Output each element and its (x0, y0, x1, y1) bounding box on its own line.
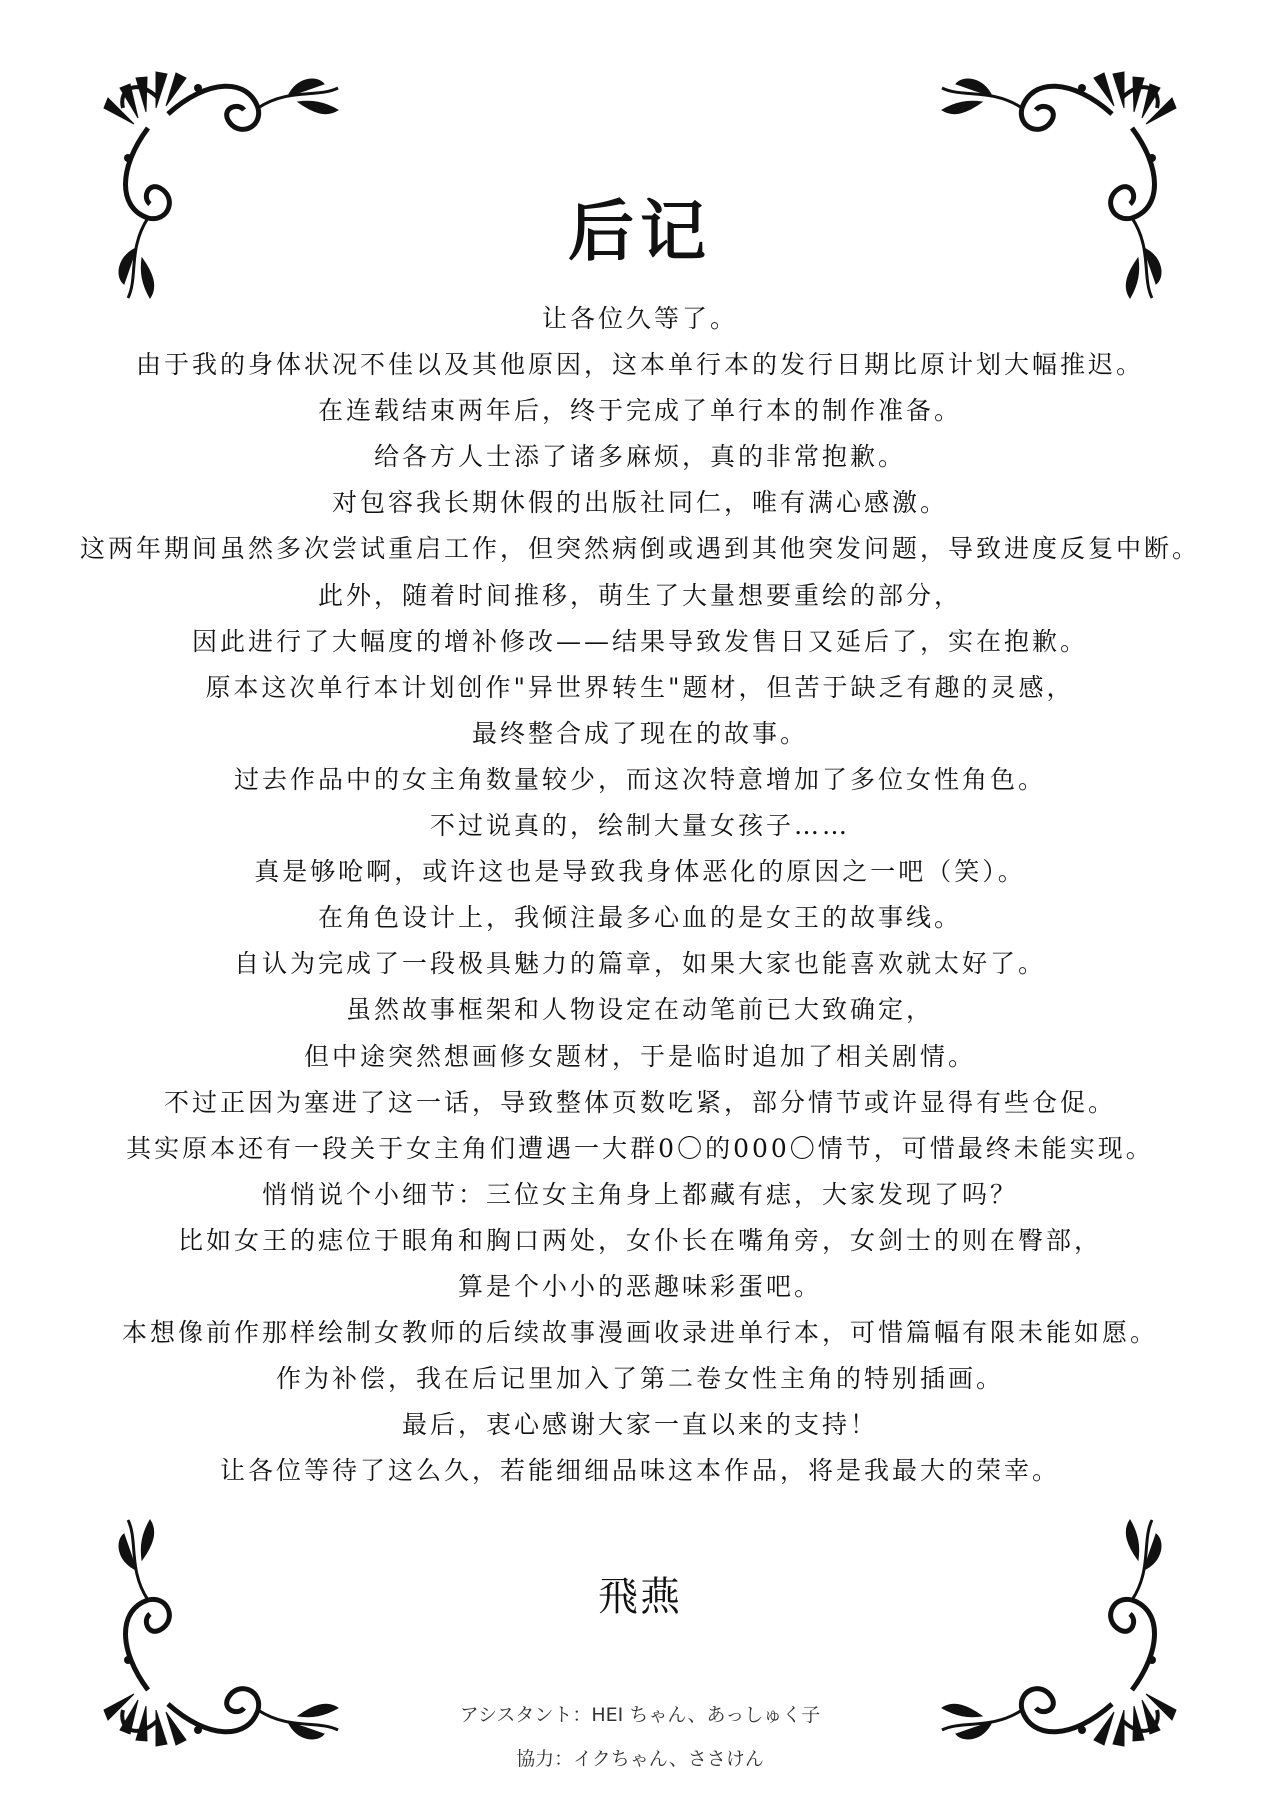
text-line: 这两年期间虽然多次尝试重启工作，但突然病倒或遇到其他突发问题，导致进度反复中断。 (79, 534, 1200, 564)
text-line: 让各位等待了这么久，若能细细品味这本作品，将是我最大的荣幸。 (219, 1456, 1060, 1486)
text-line: 因此进行了大幅度的增补修改——结果导致发售日又延后了，实在抱歉。 (191, 626, 1088, 656)
text-line: 对包容我长期休假的出版社同仁，唯有满心感激。 (331, 488, 948, 518)
text-line: 自认为完成了一段极具魅力的篇章，如果大家也能喜欢就太好了。 (233, 949, 1046, 979)
text-line: 最终整合成了现在的故事。 (471, 718, 808, 748)
text-line: 悄悄说个小细节：三位女主角身上都藏有痣，大家发现了吗？ (261, 1179, 1018, 1209)
afterword-body (40, 296, 1240, 1494)
author-signature: 飛燕 (598, 1574, 682, 1620)
text-line: 作为补偿，我在后记里加入了第二卷女性主角的特别插画。 (275, 1364, 1004, 1394)
text-line: 真是够呛啊，或许这也是导致我身体恶化的原因之一吧（笑）。 (254, 857, 1026, 887)
text-line: 过去作品中的女主角数量较少，而这次特意增加了多位女性角色。 (233, 764, 1046, 794)
text-line: 在连载结束两年后，终于完成了单行本的制作准备。 (317, 396, 962, 426)
text-line: 最后，衷心感谢大家一直以来的支持！ (401, 1410, 878, 1440)
page-title: 后记 (568, 193, 712, 270)
text-line: 不过正因为塞进了这一话，导致整体页数吃紧，部分情节或许显得有些仓促。 (163, 1087, 1116, 1117)
text-line: 比如女王的痣位于眼角和胸口两处，女仆长在嘴角旁，女剑士的则在臀部， (177, 1225, 1102, 1255)
text-line: 让各位久等了。 (541, 304, 738, 333)
text-line: 不过说真的，绘制大量女孩子…… (429, 811, 850, 841)
text-line: 本想像前作那样绘制女教师的后续故事漫画收录进单行本，可惜篇幅有限未能如愿。 (121, 1318, 1158, 1348)
text-line: 给各方人士添了诸多麻烦，真的非常抱歉。 (373, 442, 906, 472)
text-line: 此外，随着时间推移，萌生了大量想要重绘的部分， (317, 580, 962, 610)
text-line: 原本这次单行本计划创作"异世界转生"题材，但苦于缺乏有趣的灵感， (205, 672, 1075, 702)
text-line: 但中途突然想画修女题材，于是临时追加了相关剧情。 (303, 1041, 976, 1071)
cooperation-credit: 協力：イクちゃん、ささけん (516, 1748, 764, 1770)
text-line: 其实原本还有一段关于女主角们遭遇一大群0〇的000〇情节，可惜最终未能实现。 (126, 1133, 1154, 1163)
text-line: 由于我的身体状况不佳以及其他原因，这本单行本的发行日期比原计划大幅推迟。 (135, 350, 1144, 380)
assistant-credit: アシスタント：HEI ちゃん、あっしゅく子 (459, 1704, 821, 1726)
text-line: 在角色设计上，我倾注最多心血的是女王的故事线。 (317, 903, 962, 933)
text-line: 算是个小小的恶趣味彩蛋吧。 (457, 1271, 822, 1301)
text-line: 虽然故事框架和人物设定在动笔前已大致确定， (345, 995, 934, 1025)
